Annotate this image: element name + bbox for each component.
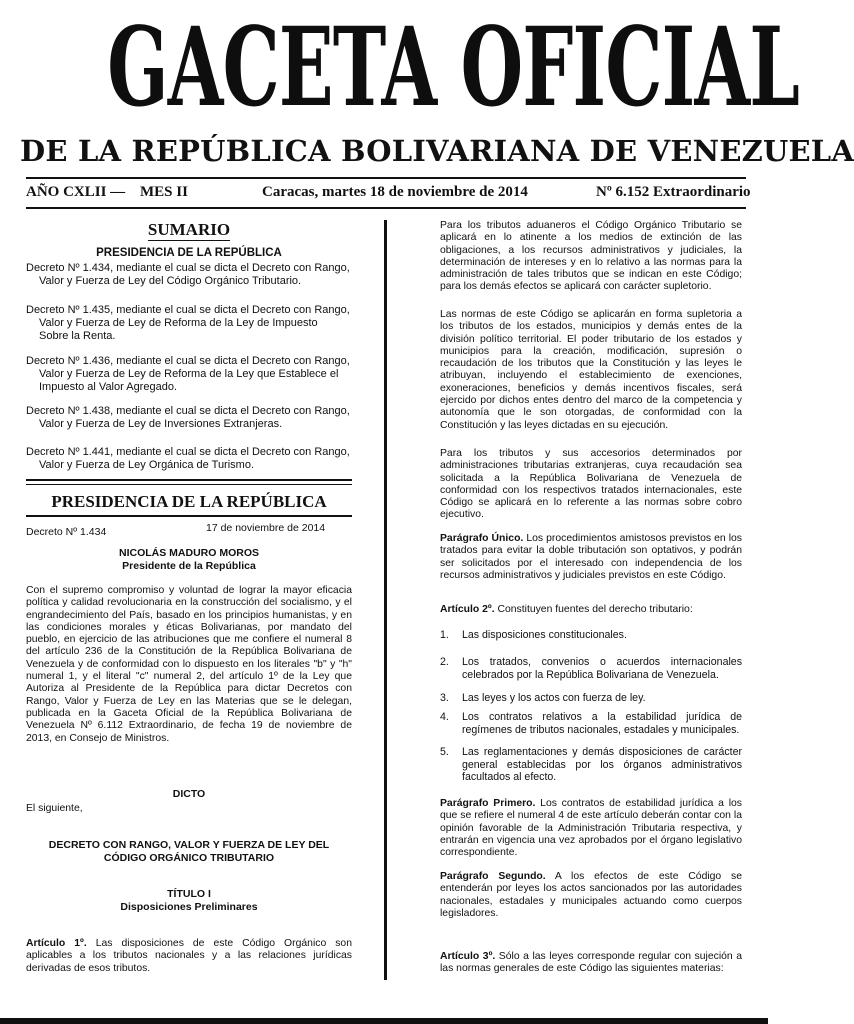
right-paragraph-2 (440, 309, 742, 432)
president-role: Presidente de la República (122, 560, 256, 572)
paragrafo-segundo (440, 871, 742, 920)
list-number: 3. (440, 692, 449, 704)
list-text: Los contratos relativos a la estabilidad jurídica de regímenes de tributos nacionales, estadales y municipales. (462, 711, 742, 736)
articulo-3 (440, 951, 742, 976)
masthead-title: GACETA OFICIAL (107, 3, 800, 131)
dicto-label: DICTO (172, 788, 206, 800)
paragrafo-primero-label: Parágrafo Primero. (440, 798, 536, 809)
list-text: Las reglamentaciones y demás disposiciones de carácter general establecidas por los órganos administrativos facultados al efecto. (462, 746, 742, 783)
sumario-item: Decreto Nº 1.436, mediante el cual se dicta el Decreto con Rango, Valor y Fuerza de Ley de Reforma de la Ley que Establece el Impuesto al Valor Agregado. (26, 355, 350, 393)
sumario-item: Decreto Nº 1.434, mediante el cual se dicta el Decreto con Rango, Valor y Fuerza de Ley del Código Orgánico Tributario. (26, 262, 350, 287)
paragrafo-primero-text: Los contratos de estabilidad jurídica a los que se refiere el numeral 4 de este artículo deberán contar con la opinión favorable de la Administración Tributaria respectiva, y entrarán en vigencia una vez aprobados por el órgano legislativo correspondiente. (440, 798, 742, 859)
decree-date: 17 de noviembre de 2014 (206, 522, 326, 534)
preamble-text: Con el supremo compromiso y voluntad de lograr la mayor eficacia política y calidad revolucionaria en la construcción del socialismo, y el engrandecimiento del País, basado en los principios humanistas, y en las condiciones morales y éticas Bolivarianas, por mandato del pueblo, en ejercicio de las atribuciones que me confiere el numeral 8 del artículo 236 de la Constitución de la República Bolivariana de Venezuela y de conformidad con lo dispuesto en los literales "b" y "h" numeral 1, y el literal "c" numeral 2, del artículo 1º de la Ley que Autoriza al Presidente de la República para dictar Decretos con Rango, Valor y Fuerza de Ley en las Materias que se le delegan, publicada en la Gaceta Oficial de la República Bolivariana de Venezuela Nº 6.112 Extraordinario, de fecha 19 de noviembre de 2013, en Consejo de Ministros. (26, 585, 352, 744)
right-paragraph-1-text: Para los tributos aduaneros el Código Orgánico Tributario se aplicará en lo atinente a los medios de extinción de las obligaciones, a los recursos administrativos y judiciales, la determinación de intereses y en lo relativo a las normas para la administración de tales tributos que se indican en este Código; para los demás efectos se aplicará con carácter supletorio. (440, 220, 742, 293)
list-number: 1. (440, 629, 449, 641)
right-paragraph-2-text: Las normas de este Código se aplicarán en forma supletoria a los tributos de los estados, municipios y demás entes de la división político territorial. El poder tributario de los estados y municipios para la creación, modificación, supresión o recaudación de los tributos que la Constitución y las leyes le atribuyan, incluyendo el establecimiento de exenciones, exoneraciones, beneficios y demás incentivos fiscales, será ejercido por dichos entes dentro del marco de la competencia y autonomía que le son otorgadas, de conformidad con la Constitución y las leyes dictadas en su ejecución. (440, 309, 742, 431)
decree-title-line1: DECRETO CON RANGO, VALOR Y FUERZA DE LEY DEL (48, 839, 330, 851)
paragrafo-segundo-label: Parágrafo Segundo. (440, 871, 546, 882)
list-number: 2. (440, 656, 449, 668)
decree-number: Decreto Nº 1.434 (26, 526, 107, 538)
articulo-1-label: Artículo 1º. (26, 938, 87, 949)
sumario-title: SUMARIO (147, 220, 231, 239)
el-siguiente-text: El siguiente, (26, 803, 83, 814)
articulo-1-text: Las disposiciones de este Código Orgánico son aplicables a los tributos nacionales y a las relaciones jurídicas derivadas de esos tributos. (26, 938, 352, 974)
issue-month: MES II (140, 184, 188, 200)
paragrafo-primero (440, 798, 742, 859)
section-rule (26, 479, 352, 481)
el-siguiente (26, 803, 352, 815)
decree-title-line2: CÓDIGO ORGÁNICO TRIBUTARIO (103, 852, 275, 864)
paragrafo-unico (440, 533, 742, 582)
right-paragraph-1 (440, 220, 742, 294)
infobar-rule (26, 207, 746, 209)
list-text: Las disposiciones constitucionales. (462, 629, 627, 641)
sumario-item: Decreto Nº 1.441, mediante el cual se dicta el Decreto con Rango, Valor y Fuerza de Ley Orgánica de Turismo. (26, 446, 350, 471)
masthead (0, 3, 800, 131)
titulo-subheading: Disposiciones Preliminares (120, 901, 258, 913)
articulo-3-label: Artículo 3º. (440, 951, 496, 962)
articulo-1 (26, 938, 352, 975)
list-text: Las leyes y los actos con fuerza de ley. (462, 692, 646, 704)
articulo-2-text: Constituyen fuentes del derecho tributario: (494, 604, 693, 615)
titulo-heading: TÍTULO I (167, 888, 211, 900)
issue-year: AÑO CXLII — (26, 184, 126, 200)
list-text: Los tratados, convenios o acuerdos internacionales celebrados por la República Bolivariana de Venezuela. (462, 656, 742, 681)
president-name: NICOLÁS MADURO MOROS (119, 547, 259, 559)
right-paragraph-3 (440, 448, 742, 522)
column-divider (384, 220, 387, 980)
articulo-2-label: Artículo 2º. (440, 604, 495, 615)
list-number: 5. (440, 746, 449, 758)
preamble (26, 585, 352, 745)
masthead-subtitle: DE LA REPÚBLICA BOLIVARIANA DE VENEZUELA (20, 134, 854, 168)
sumario-item: Decreto Nº 1.438, mediante el cual se dicta el Decreto con Rango, Valor y Fuerza de Ley de Inversiones Extranjeras. (26, 405, 350, 430)
right-paragraph-3-text: Para los tributos y sus accesorios determinados por administraciones tributarias extranjeras, cuya recaudación sea solicitada a la República Bolivariana de Venezuela de conformidad con los respectivos tratados internacionales, este Código se aplicará en lo referente a las normas sobre cobro ejecutivo. (440, 448, 742, 521)
issue-place-date: Caracas, martes 18 de noviembre de 2014 (262, 184, 528, 200)
articulo-3-text: Sólo a las leyes corresponde regular con sujeción a las normas generales de este Código las siguientes materias: (440, 951, 743, 975)
paragrafo-unico-label: Parágrafo Único. (440, 533, 524, 544)
paragrafo-unico-text: Los procedimientos amistosos previstos en los tratados para evitar la doble tributación son optativos, y podrán ser solicitados por el interesado con independencia de los recursos administrativos y judiciales previstos en este Código. (440, 533, 742, 581)
presidencia-heading: PRESIDENCIA DE LA REPÚBLICA (51, 492, 327, 511)
paragrafo-segundo-text: A los efectos de este Código se entenderán por leyes los actos sancionados por las autoridades nacionales, estadales y municipales actuando como cuerpos legisladores. (440, 871, 742, 919)
top-rule (26, 177, 746, 179)
presidencia-rule (26, 515, 352, 517)
section-rule-thin (26, 484, 352, 485)
articulo-2 (440, 604, 742, 616)
list-number: 4. (440, 711, 449, 723)
sumario-section: PRESIDENCIA DE LA REPÚBLICA (96, 247, 282, 259)
page-bottom-bar (0, 1018, 768, 1024)
sumario-item: Decreto Nº 1.435, mediante el cual se dicta el Decreto con Rango, Valor y Fuerza de Ley de Reforma de la Ley de Impuesto Sobre la Renta. (26, 304, 350, 342)
issue-number: Nº 6.152 Extraordinario (596, 184, 751, 200)
